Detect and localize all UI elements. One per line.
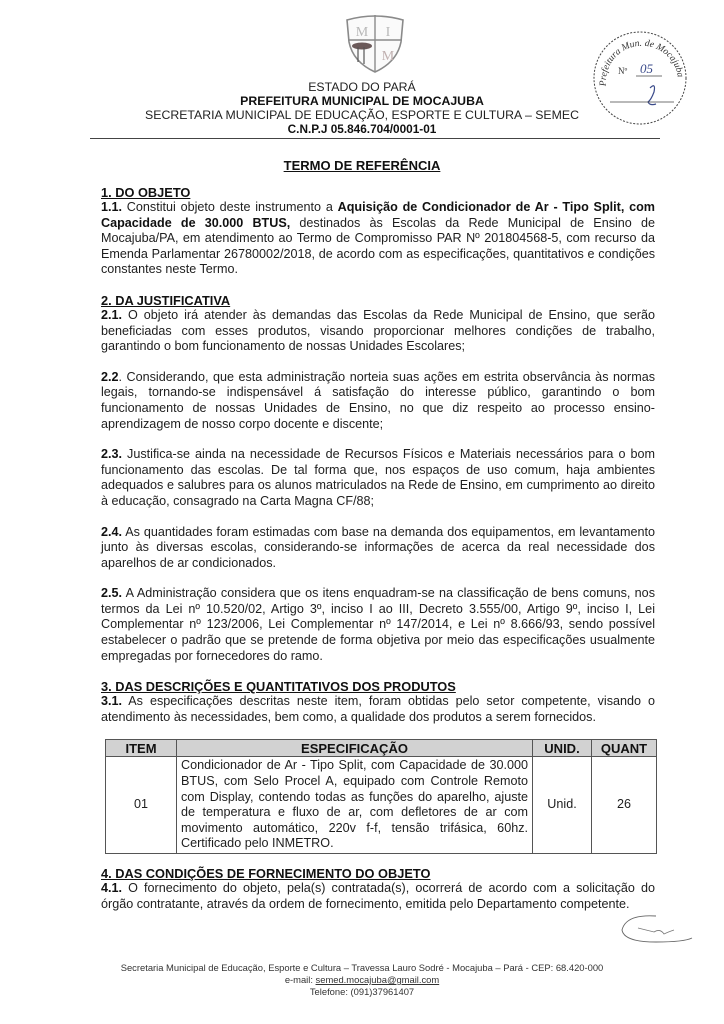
table-row [106,757,657,854]
crest-letter-1: M [355,25,369,40]
paragraph-3-1: 3.1. As especificações descritas neste item, foram obtidas pelo setor competente, visando o atendimento às necessidades, bem como, a qualidade dos produtos a serem fornecidos. [101,694,655,724]
cnpj-number: C.N.P.J 05.846.704/0001-01 [287,122,437,136]
page-footer [0,962,724,998]
prefecture-name: PREFEITURA MUNICIPAL DE MOCAJUBA [240,94,484,108]
paragraph-1-1: 1.1. Constitui objeto deste instrumento a Aquisição de Condicionador de Ar - Tipo Split, com Capacidade de 30.000 BTUS, destinados às Escolas da Rede Municipal de Ensino de Mocajuba/PA, em atendimento ao Termo de Compromisso PAR Nº 201804568-5, com recurso da Emenda Parlamentar 26780002/2018, de acordo com as especificações, quantitativos e condições constantes neste Termo. [101,200,656,277]
state-name: ESTADO DO PARÁ [308,80,416,94]
crest-letter-2: I [385,25,391,40]
cell-specification: Condicionador de Ar - Tipo Split, com Capacidade de 30.000 BTUS, com Selo Procel A, equipado com Controle Remoto com Display, contendo todas as funções do aparelho, ajuste de temperatura e fluxo de ar, com defletores de ar com movimento automático, 220v f-f, tensão trifásica, 60hz. Certificado pelo INMETRO. [177,757,533,854]
stamp-number-value: 05 [640,61,653,76]
document-title: TERMO DE REFERÊNCIA [283,158,441,173]
stamp-number-label: Nº [618,66,628,76]
footer-phone: Telefone: (091)37961407 [309,986,415,997]
footer-email-line: e-mail: semed.mocajuba@gmail.com [284,974,440,985]
header-divider [90,138,660,139]
municipal-crest-logo [343,12,407,74]
section-4-heading: 4. DAS CONDIÇÕES DE FORNECIMENTO DO OBJETO [101,866,431,881]
column-header-quantity: QUANT [592,740,657,757]
paragraph-2-3: 2.3. Justifica-se ainda na necessidade de Recursos Físicos e Materiais necessários para o bom funcionamento das escolas. De tal forma que, nos espaços de uso comum, haja ambientes adequados e salubres para os alunos matriculados na Rede de Ensino, em cumprimento ao direito à educação, consagrado na Carta Magna CF/88; [101,447,655,508]
cell-quantity: 26 [592,757,657,854]
section-3-heading: 3. DAS DESCRIÇÕES E QUANTITATIVOS DOS PRODUTOS [101,679,456,695]
products-table [105,739,657,854]
footer-email-link[interactable]: semed.mocajuba@gmail.com [315,974,440,985]
footer-address: Secretaria Municipal de Educação, Esporte e Cultura – Travessa Lauro Sodré - Mocajuba – Pará - CEP: 68.420-000 [120,962,604,973]
cell-unit: Unid. [533,757,592,854]
paragraph-2-4: 2.4. As quantidades foram estimadas com base na demanda dos equipamentos, em levantamento junto às diversas escolas, considerando-se informações de acerca da real necessidade dos aparelhos de ar condicionados. [101,524,655,570]
section-1-heading: 1. DO OBJETO [101,185,191,200]
stamp-arc-text: Prefeitura Mun. de Mocajuba [598,38,685,87]
secretariat-name: SECRETARIA MUNICIPAL DE EDUCAÇÃO, ESPORTE E CULTURA – SEMEC [145,108,579,122]
column-header-specification: ESPECIFICAÇÃO [177,740,533,757]
section-2-heading: 2. DA JUSTIFICATIVA [101,292,231,308]
paragraph-2-2: 2.2. Considerando, que esta administração norteia suas ações em estrita observância às normas legais, tornando-se indispensável á satisfação do interesse público, garantindo o bom funcionamento de nossas Unidades de Ensino, no que diz respeito ao processo ensino-aprendizagem de nosso corpo docente e discente; [101,369,655,431]
table-header-row [106,740,657,757]
paragraph-2-1: 2.1. O objeto irá atender às demandas das Escolas da Rede Municipal de Ensino, que serão beneficiadas com esses produtos, visando proporcionar melhores condições de trabalho, garantindo o bom funcionamento de nossas Unidades Escolares; [101,307,655,354]
column-header-item: ITEM [106,740,177,757]
paragraph-4-1: 4.1. O fornecimento do objeto, pela(s) contratada(s), ocorrerá de acordo com a solicitação do órgão contratante, através da ordem de fornecimento, emitida pelo Departamento competente. [101,881,655,911]
column-header-unit: UNID. [533,740,592,757]
paragraph-2-5: 2.5. A Administração considera que os itens enquadram-se na classificação de bens comuns, nos termos da Lei nº 10.520/02, Artigo 3º, inciso I ao III, Decreto 3.555/00, Artigo 9º, inciso I, Lei Complementar nº 123/2006, Lei Complementar nº 147/2014, e Lei nº 8.666/93, sendo possível estabelecer o padrão que se pretende de forma objetiva por meio das especificações usualmente empregadas por fornecedores do ramo. [101,586,655,663]
signature-rubric [616,912,696,946]
document-body [101,185,655,912]
crest-letter-3: M [381,49,395,64]
cell-item: 01 [106,757,177,854]
letterhead [0,80,724,136]
